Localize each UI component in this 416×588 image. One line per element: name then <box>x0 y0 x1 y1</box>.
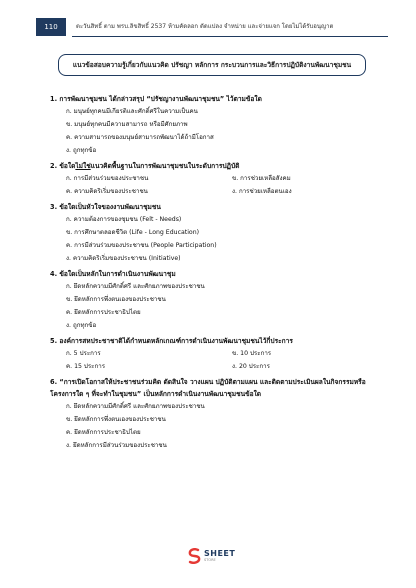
question-text: 4. ข้อใดเป็นหลักในการดำเนินงานพัฒนาชุม <box>50 270 176 278</box>
options-grid <box>50 347 386 373</box>
option-d: ง. ถูกทุกข้อ <box>66 147 97 154</box>
logo-text: SHEET <box>204 549 236 558</box>
option-a: ก. มนุษย์ทุกคนมีเกียรติและศักดิ์ศรีในความเป็นคน <box>66 108 198 115</box>
section-title: แนวข้อสอบความรู้เกี่ยวกับแนวคิด ปรัชญา หลักการ กระบวนการและวิธีการปฏิบัติงานพัฒนาชุมชน <box>58 54 366 76</box>
question-2 <box>50 160 386 198</box>
option-a: ก. การมีส่วนร่วมของประชาชน <box>66 175 149 182</box>
question-4 <box>50 268 386 332</box>
option-b: ข. 10 ประการ <box>232 350 272 357</box>
option-b: ข. การช่วยเหลือสังคม <box>232 175 291 182</box>
question-1 <box>50 93 386 157</box>
question-text: 5. องค์การสหประชาชาติได้กำหนดหลักเกณฑ์การดำเนินงานพัฒนาชุมชนไว้กี่ประการ <box>50 337 293 345</box>
question-5 <box>50 335 386 373</box>
option-c: ค. 15 ประการ <box>66 363 106 370</box>
sheet-logo-icon <box>188 548 201 564</box>
option-d: ง. ยึดหลักการมีส่วนร่วมของประชาชน <box>66 442 167 449</box>
option-d: ง. 20 ประการ <box>232 363 270 370</box>
page-header <box>36 18 388 36</box>
question-text-post: แนวคิดพื้นฐานในการพัฒนาชุมชนในระดับการปฏิบัติ <box>90 162 240 170</box>
option-a: ก. ความต้องการของชุมชน (Felt - Needs) <box>66 216 182 223</box>
option-c: ค. ยึดหลักการประชาธิปไตย <box>66 309 141 316</box>
question-text: 1. การพัฒนาชุมชน ได้กล่าวสรุป “ปรัชญางานพัฒนาชุมชน” ไว้ตามข้อใด <box>50 95 262 103</box>
question-list <box>50 90 386 452</box>
question-3 <box>50 201 386 265</box>
logo-subtext: STORE <box>204 558 216 562</box>
page-number: 110 <box>36 18 66 36</box>
option-b: ข. ยึดหลักการพึ่งตนเองของประชาชน <box>66 296 166 303</box>
option-c: ค. การมีส่วนร่วมของประชาชน (People Participation) <box>66 242 217 249</box>
option-a: ก. ยึดหลักความมีศักดิ์ศรี และศักยภาพของประชาชน <box>66 403 205 410</box>
options-grid <box>50 172 386 198</box>
option-a: ก. ยึดหลักความมีศักดิ์ศรี และศักยภาพของประชาชน <box>66 283 205 290</box>
option-c: ค. ความคิดริเริ่มของประชาชน <box>66 188 148 195</box>
option-a: ก. 5 ประการ <box>66 350 101 357</box>
option-c: ค. ยึดหลักการประชาธิปไตย <box>66 429 141 436</box>
option-b: ข. การศึกษาตลอดชีวิต (Life - Long Education) <box>66 229 200 236</box>
question-text: 3. ข้อใดเป็นหัวใจของงานพัฒนาชุมชน <box>50 203 161 211</box>
question-text-pre: 2. ข้อใด <box>50 162 76 170</box>
option-d: ง. การช่วยเหลือตนเอง <box>232 188 292 195</box>
question-text-underlined: ไม่ใช่ <box>75 162 91 170</box>
option-d: ง. ความคิดริเริ่มของประชาชน (Initiative) <box>66 255 181 262</box>
option-c: ค. ความสามารถของมนุษย์สามารถพัฒนาได้ถ้ามีโอกาส <box>66 134 214 141</box>
copyright-notice: ตะวันสิทธิ์ ตาม พรบ.ลิขสิทธิ์ 2537 ห้ามคัดลอก ดัดแปลง จำหน่าย และจ่ายแจก โดยไม่ได้รับอนุญาต <box>72 18 388 37</box>
option-d: ง. ถูกทุกข้อ <box>66 322 97 329</box>
question-text <box>50 160 386 172</box>
question-6 <box>50 376 386 452</box>
option-b: ข. มนุษย์ทุกคนมีความสามารถ หรือมีศักยภาพ <box>66 121 188 128</box>
option-b: ข. ยึดหลักการพึ่งตนเองของประชาชน <box>66 416 166 423</box>
sheet-store-logo <box>188 548 248 564</box>
question-text: 6. “การเปิดโอกาสให้ประชาชนร่วมคิด ตัดสินใจ วางแผน ปฏิบัติตามแผน และติดตามประเมินผลในกิจกรรมหรือโครงการใด ๆ ที่จะทำในชุมชน” เป็นหลักการดำเนินงานพัฒนาชุมชนข้อใด <box>50 378 366 398</box>
